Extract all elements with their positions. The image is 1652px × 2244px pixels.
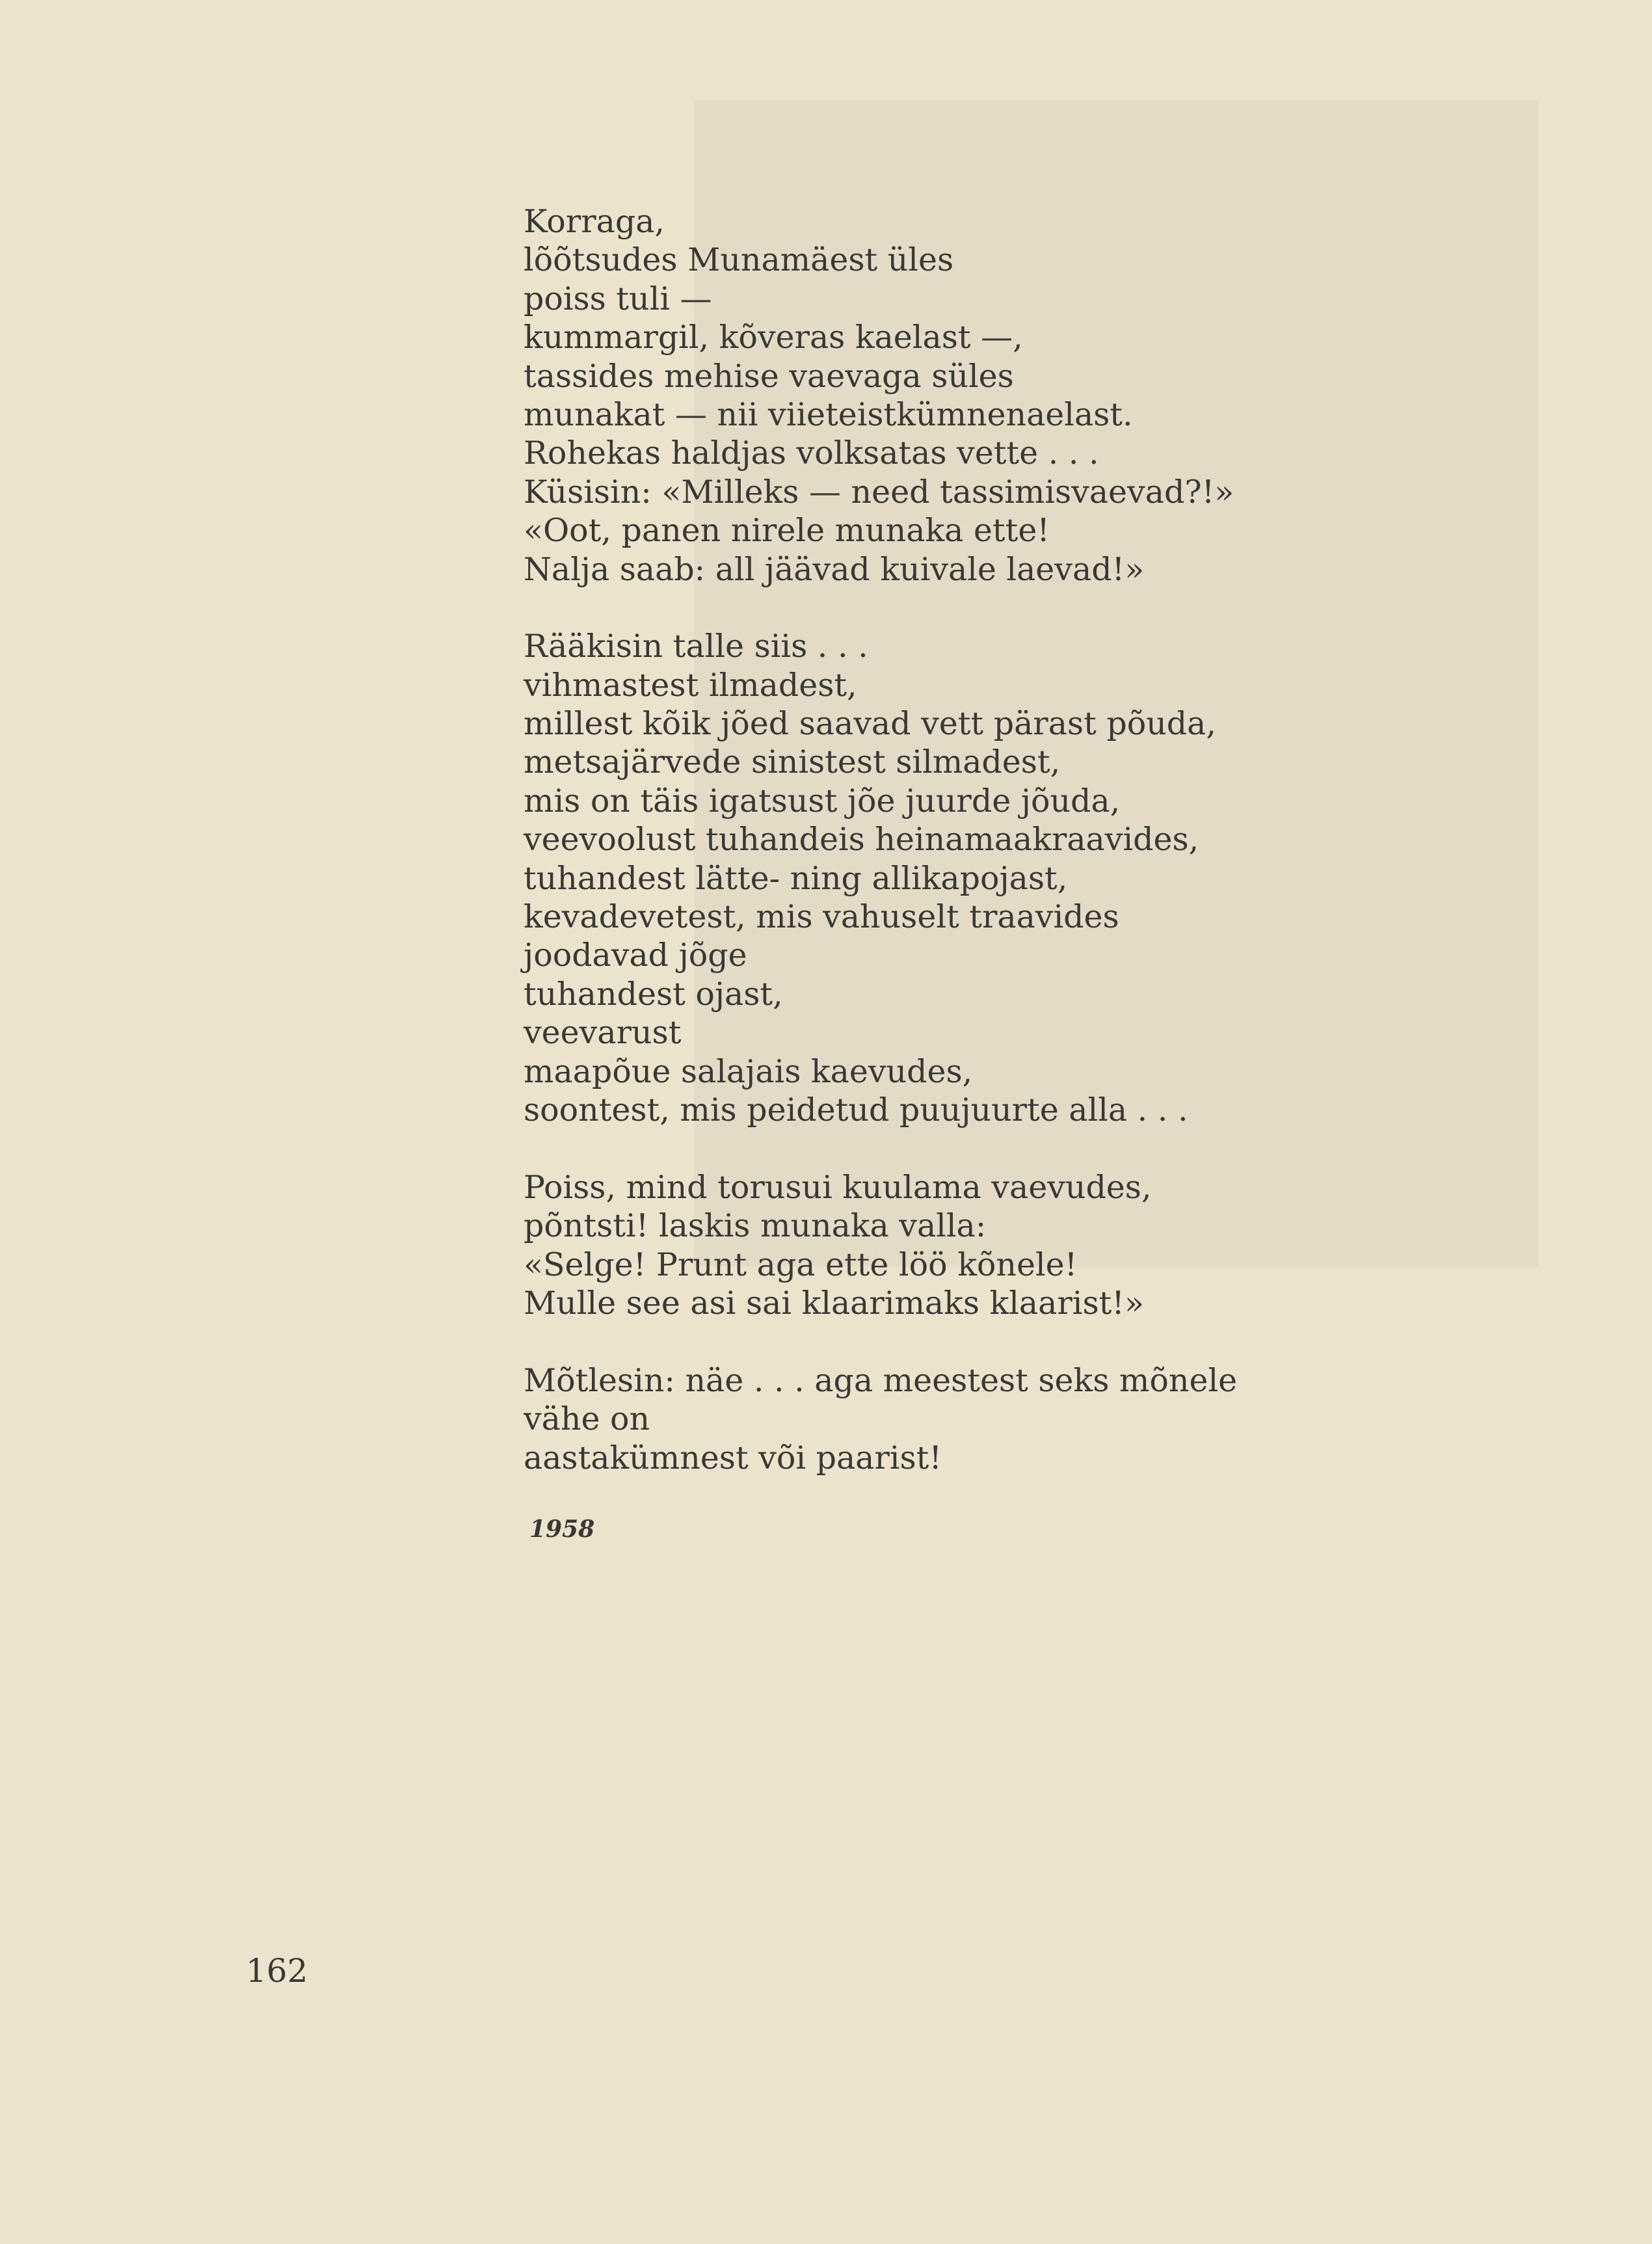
poem-line: kevadevetest, mis vahuselt traavides [524, 898, 1119, 936]
poem-line: veevarust [524, 1014, 682, 1052]
stanza-2 [524, 627, 1237, 1129]
poem-line: millest kõik jõed saavad vett pärast põuda, [524, 705, 1216, 743]
poem-line: vähe on [524, 1400, 650, 1438]
poem-line: «Oot, panen nirele munaka ette! [524, 512, 1050, 550]
poem-line: vihmastest ilmadest, [524, 666, 857, 704]
poem-line: põntsti! laskis munaka valla: [524, 1207, 987, 1245]
page-number: 162 [246, 1952, 308, 1990]
poem-line: «Selge! Prunt aga ette löö kõnele! [524, 1246, 1078, 1283]
poem-line: tuhandest lätte- ning allikapojast, [524, 859, 1068, 897]
poem-year: 1958 [529, 1515, 595, 1543]
poem-line: poiss tuli — [524, 280, 712, 317]
poem-line: Korraga, [524, 203, 665, 240]
poem-line: munakat — nii viieteistkümnenaelast. [524, 395, 1133, 433]
poem-line: tassides mehise vaevaga süles [524, 357, 1014, 395]
poem-line: tuhandest ojast, [524, 975, 783, 1013]
poem-line: maapõue salajais kaevudes, [524, 1052, 973, 1090]
poem [524, 202, 1237, 1543]
poem-line: Poiss, mind torusui kuulama vaevudes, [524, 1168, 1152, 1206]
stanza-1 [524, 202, 1237, 589]
poem-line: Mõtlesin: näe . . . aga meestest seks mõnele [524, 1361, 1238, 1399]
poem-line: Küsisin: «Milleks — need tassimisvaevad?!» [524, 473, 1234, 511]
poem-line: veevoolust tuhandeis heinamaakraavides, [524, 821, 1199, 859]
poem-line: aastakümnest või paarist! [524, 1439, 942, 1476]
stanza-3 [524, 1168, 1237, 1323]
poem-line: Mulle see asi sai klaarimaks klaarist!» [524, 1284, 1144, 1322]
poem-line: mis on täis igatsust jõe juurde jõuda, [524, 782, 1121, 820]
stanza-4 [524, 1361, 1237, 1477]
poem-line: lõõtsudes Munamäest üles [524, 241, 954, 279]
poem-line: Rohekas haldjas volksatas vette . . . [524, 434, 1099, 472]
poem-line: joodavad jõge [524, 937, 747, 974]
poem-line: Nalja saab: all jäävad kuivale laevad!» [524, 550, 1145, 588]
poem-line: soontest, mis peidetud puujuurte alla . . . [524, 1091, 1188, 1129]
poem-line: Rääkisin talle siis . . . [524, 628, 868, 665]
poem-line: metsajärvede sinistest silmadest, [524, 743, 1061, 781]
poem-line: kummargil, kõveras kaelast —, [524, 319, 1023, 356]
